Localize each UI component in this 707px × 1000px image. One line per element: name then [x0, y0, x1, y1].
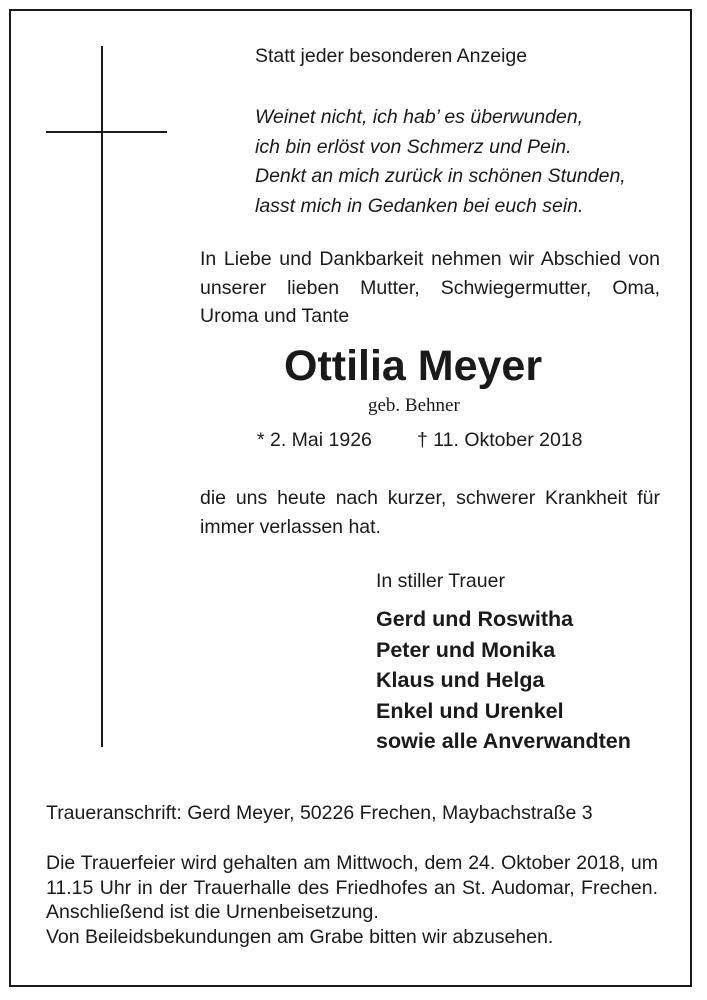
- mourning-label: In stiller Trauer: [376, 570, 505, 592]
- departure-paragraph: die uns heute nach kurzer, schwerer Krankheit für immer verlassen hat.: [200, 487, 660, 538]
- cross-horizontal-beam: [46, 131, 167, 133]
- mourner-item: Peter und Monika: [376, 637, 556, 662]
- poem-line: ich bin erlöst von Schmerz und Pein.: [255, 135, 572, 158]
- poem-line: lasst mich in Gedanken bei euch sein.: [255, 194, 584, 217]
- ceremony-paragraph: [46, 851, 658, 949]
- poem-line: Denkt an mich zurück in schönen Stunden,: [255, 165, 626, 187]
- mourner-item: sowie alle Anverwandten: [376, 729, 631, 753]
- farewell-paragraph: In Liebe und Dankbarkeit nehmen wir Abschied von unserer lieben Mutter, Schwiegermutter, Oma, Uroma und Tante: [200, 248, 660, 327]
- deceased-name: Ottilia Meyer: [284, 342, 543, 390]
- maiden-name: geb. Behner: [368, 395, 460, 416]
- condolence-note: Von Beileidsbekundungen am Grabe bitten wir abzusehen.: [46, 925, 554, 948]
- death-date: † 11. Oktober 2018: [417, 429, 583, 451]
- poem-line: Weinet nicht, ich hab’ es überwunden,: [255, 106, 584, 128]
- birth-date: * 2. Mai 1926: [257, 429, 372, 451]
- poem: [255, 103, 626, 221]
- mourners-list: [376, 604, 631, 757]
- ceremony-text: Die Trauerfeier wird gehalten am Mittwoch, dem 24. Oktober 2018, um 11.15 Uhr in der Trauerhalle des Friedhofes an St. Audomar, Frechen. Anschließend ist die Urnenbeisetzung.: [46, 852, 658, 923]
- intro-line: Statt jeder besonderen Anzeige: [255, 45, 528, 67]
- mourner-item: Gerd und Roswitha: [376, 607, 574, 631]
- mourner-item: Klaus und Helga: [376, 668, 545, 692]
- cross-vertical-beam: [101, 46, 103, 747]
- mourning-address: Traueranschrift: Gerd Meyer, 50226 Frechen, Maybachstraße 3: [46, 802, 593, 824]
- mourner-item: Enkel und Urenkel: [376, 698, 564, 723]
